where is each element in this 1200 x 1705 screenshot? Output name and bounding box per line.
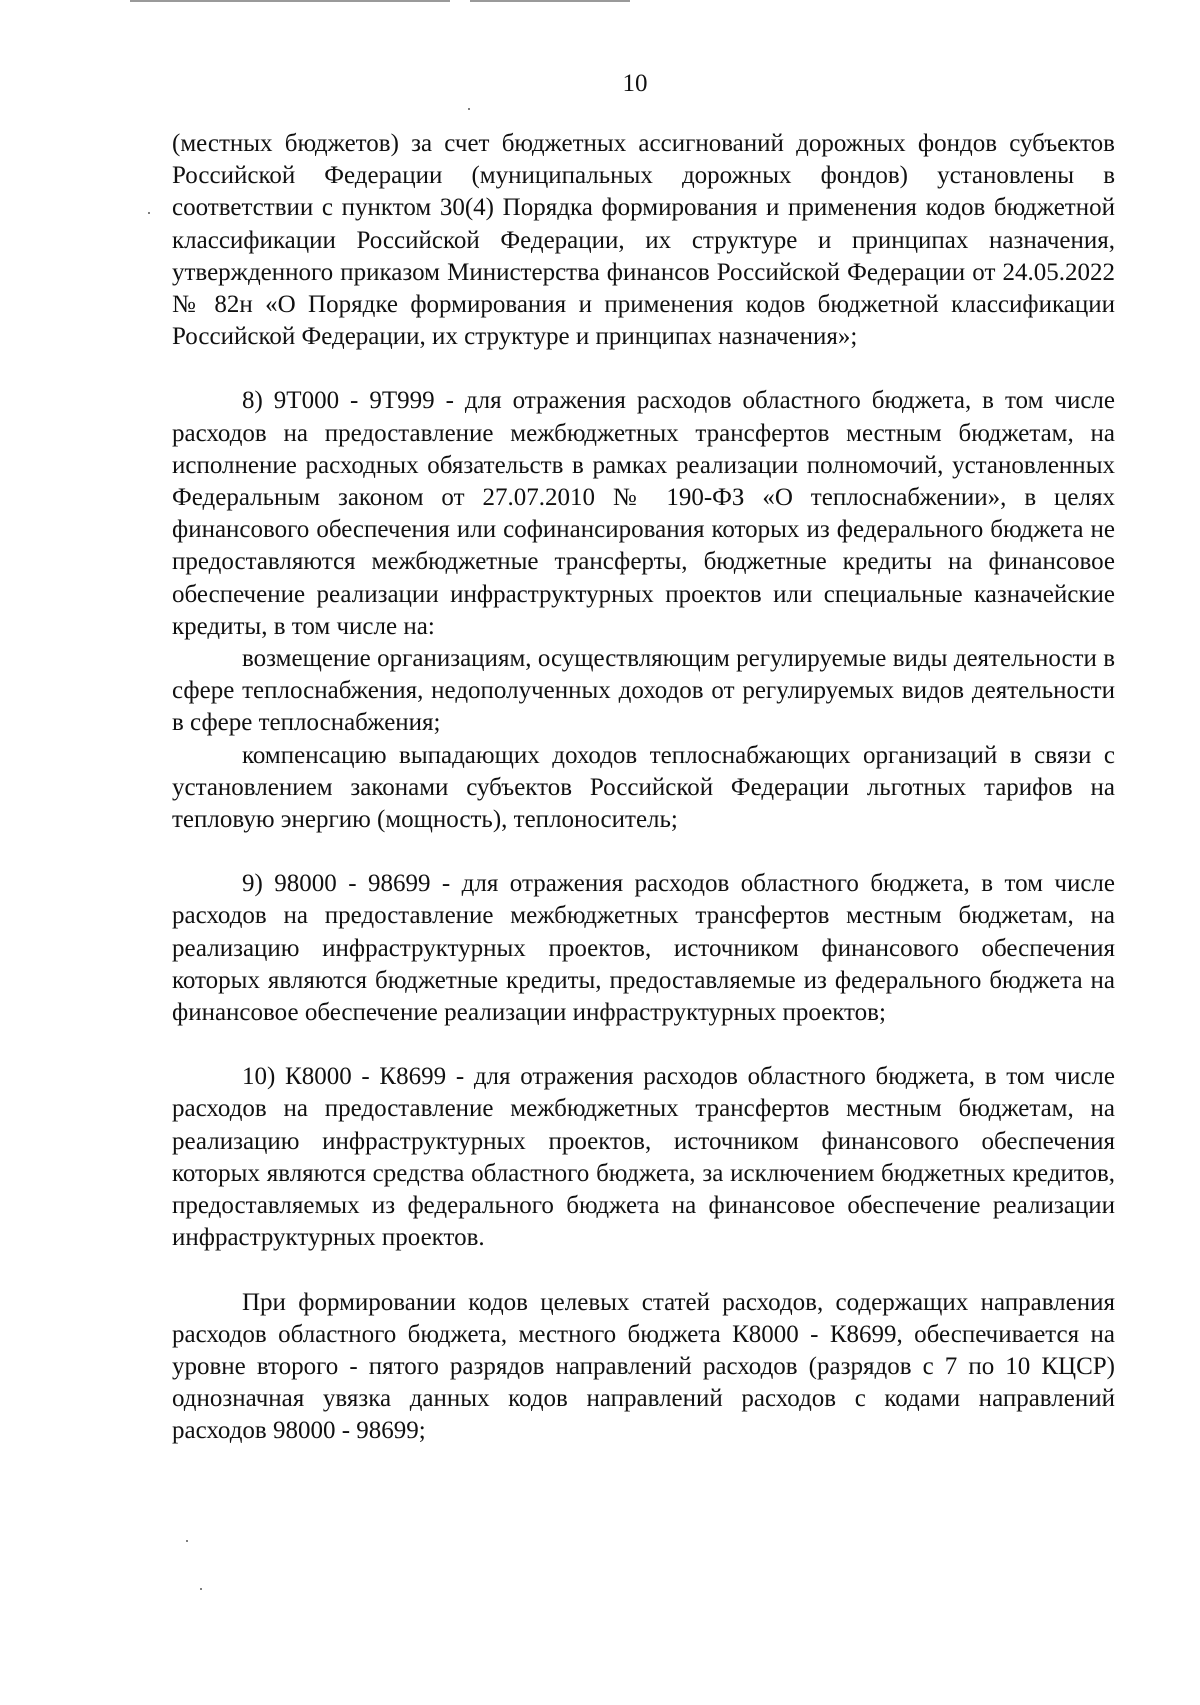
paragraph-continuation: (местных бюджетов) за счет бюджетных ассигнований дорожных фондов субъектов Российской Федерации (муниципальных дорожных фондов) установлены в соответствии с пунктом 30(4) Порядка формирования и применения кодов бюджетной классификации Российской Федерации, их структуре и принципах назначения, утвержденного приказом Министерства финансов Российской Федерации от 24.05.2022 № 82н «О Порядке формирования и применения кодов бюджетной классификации Российской Федерации, их структуре и принципах назначения»; [172, 130, 1115, 351]
scan-speck [468, 108, 470, 110]
paragraph-final-note: При формировании кодов целевых статей расходов, содержащих направления расходов областного бюджета, местного бюджета К8000 - К8699, обеспечивается на уровне второго - пятого разрядов направлений расходов (разрядов с 7 по 10 КЦСР) однозначная увязка данных кодов направлений расходов с кодами направлений расходов 98000 - 98699; [172, 1288, 1115, 1445]
paragraph-item-9: 9) 98000 - 98699 - для отражения расходов областного бюджета, в том числе расходов на предоставление межбюджетных трансфертов местным бюджетам, на реализацию инфраструктурных проектов, источником финансового обеспечения которых являются бюджетные кредиты, предоставляемые из федерального бюджета на финансовое обеспечение реализации инфраструктурных проектов; [172, 870, 1115, 1027]
paragraph-subitem-compensation-income: возмещение организациям, осуществляющим регулируемые виды деятельности в сфере теплоснабжения, недополученных доходов от регулируемых видов деятельности в сфере теплоснабжения; [172, 645, 1115, 737]
document-body [172, 128, 1115, 1448]
page-number: 10 [622, 70, 648, 97]
scan-top-edge [470, 0, 630, 2]
scan-speck [148, 212, 150, 214]
scan-speck [186, 1540, 188, 1542]
paragraph-subitem-compensation-tariffs: компенсацию выпадающих доходов теплоснабжающих организаций в связи с установлением законами субъектов Российской Федерации льготных тарифов на тепловую энергию (мощность), теплоноситель; [172, 741, 1115, 834]
scan-speck [200, 1588, 202, 1590]
paragraph-item-8: 8) 9Т000 - 9Т999 - для отражения расходов областного бюджета, в том числе расходов на предоставление межбюджетных трансфертов местным бюджетам, на исполнение расходных обязательств в рамках реализации полномочий, установленных Федеральным законом от 27.07.2010 № 190-ФЗ «О теплоснабжении», в целях финансового обеспечения или софинансирования которых из федерального бюджета не предоставляются межбюджетные трансферты, бюджетные кредиты на финансовое обеспечение реализации инфраструктурных проектов или специальные казначейские кредиты, в том числе на: [172, 387, 1115, 640]
paragraph-item-10: 10) К8000 - К8699 - для отражения расходов областного бюджета, в том числе расходов на предоставление межбюджетных трансфертов местным бюджетам, на реализацию инфраструктурных проектов, источником финансового обеспечения которых являются средства областного бюджета, за исключением бюджетных кредитов, предоставляемых из федерального бюджета на финансовое обеспечение реализации инфраструктурных проектов. [172, 1063, 1115, 1252]
scan-top-edge [130, 0, 450, 2]
